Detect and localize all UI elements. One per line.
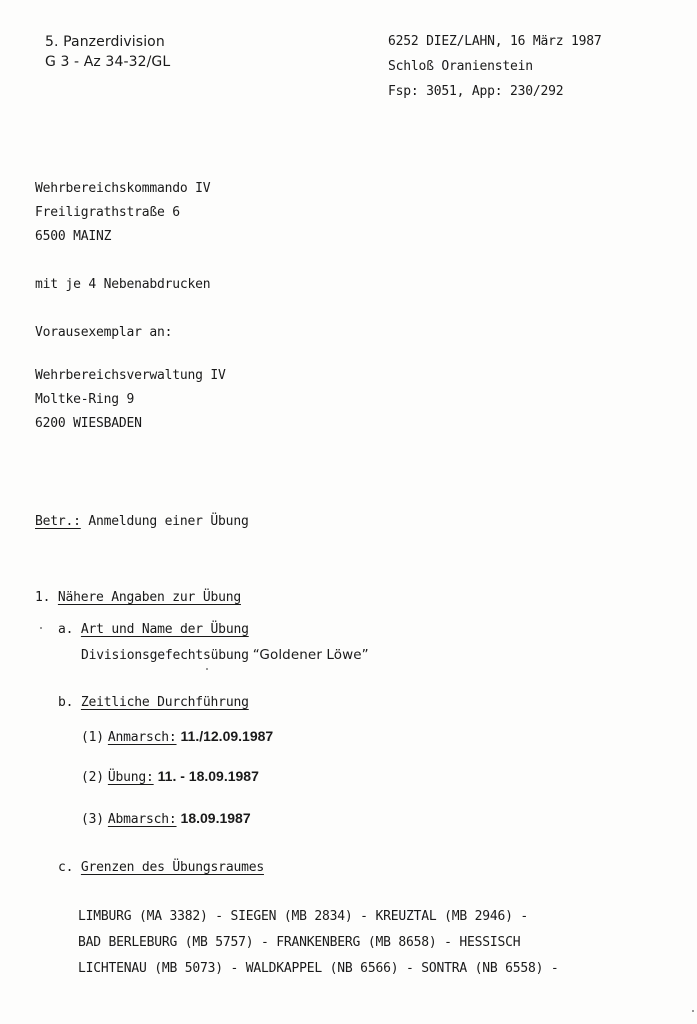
place-date: 6252 DIEZ/LAHN, 16 März 1987 [388,34,602,49]
section-1a-heading [58,622,249,637]
exercise-name: “Goldener Löwe” [252,647,369,663]
section-1-heading [35,590,241,605]
recipient-line-1: Wehrbereichskommando IV [35,181,211,196]
copies-note: mit je 4 Nebenabdrucken [35,277,211,292]
timing-item-label: Übung: [107,770,154,785]
boundary-line-3: LICHTENAU (MB 5073) - WALDKAPPEL (NB 6566) - SONTRA (NB 6558) - [78,961,559,976]
location-line: Schloß Oranienstein [388,59,533,74]
advance-recipient-line-1: Wehrbereichsverwaltung IV [35,368,226,383]
sender-unit: 5. Panzerdivision [45,34,165,50]
section-1c-title: Grenzen des Übungsraumes [80,860,264,875]
timing-item-departure [81,810,251,828]
section-1-title: Nähere Angaben zur Übung [57,590,241,605]
phone-line: Fsp: 3051, App: 230/292 [388,84,564,99]
recipient-line-2: Freiligrathstraße 6 [35,205,180,220]
section-1b-heading [58,695,249,710]
timing-item-value: 18.09.1987 [180,810,251,826]
subject-label: Betr.: [35,514,81,529]
boundary-line-2: BAD BERLEBURG (MB 5757) - FRANKENBERG (MB 8658) - HESSISCH [78,935,521,950]
timing-item-exercise [81,768,259,786]
section-1a-title: Art und Name der Übung [80,622,249,637]
scan-speck [692,1010,694,1012]
advance-copy-label: Vorausexemplar an: [35,325,173,340]
timing-item-number: (1) [81,730,104,745]
timing-item-value: 11./12.09.1987 [180,728,274,744]
section-1c-heading [58,860,264,875]
section-1b-letter: b. [58,695,74,710]
section-1b-title: Zeitliche Durchführung [80,695,249,710]
scan-speck [206,668,208,670]
subject-line [35,514,249,529]
section-1c-letter: c. [58,860,74,875]
advance-recipient-line-3: 6200 WIESBADEN [35,416,142,431]
subject-text: Anmeldung einer Übung [88,514,249,529]
exercise-type: Divisionsgefechtsübung [81,648,249,663]
advance-recipient-line-2: Moltke-Ring 9 [35,392,135,407]
timing-item-label: Anmarsch: [107,730,177,745]
timing-item-number: (3) [81,812,104,827]
recipient-line-3: 6500 MAINZ [35,229,112,244]
section-1a-letter: a. [58,622,74,637]
exercise-type-line [81,646,369,664]
scan-speck [40,627,42,629]
boundary-line-1: LIMBURG (MA 3382) - SIEGEN (MB 2834) - KREUZTAL (MB 2946) - [78,909,528,924]
timing-item-number: (2) [81,770,104,785]
timing-item-label: Abmarsch: [107,812,177,827]
timing-item-approach [81,728,273,746]
file-reference: G 3 - Az 34-32/GL [45,54,171,70]
timing-item-value: 11. - 18.09.1987 [157,768,259,784]
section-1-number: 1. [35,590,51,605]
